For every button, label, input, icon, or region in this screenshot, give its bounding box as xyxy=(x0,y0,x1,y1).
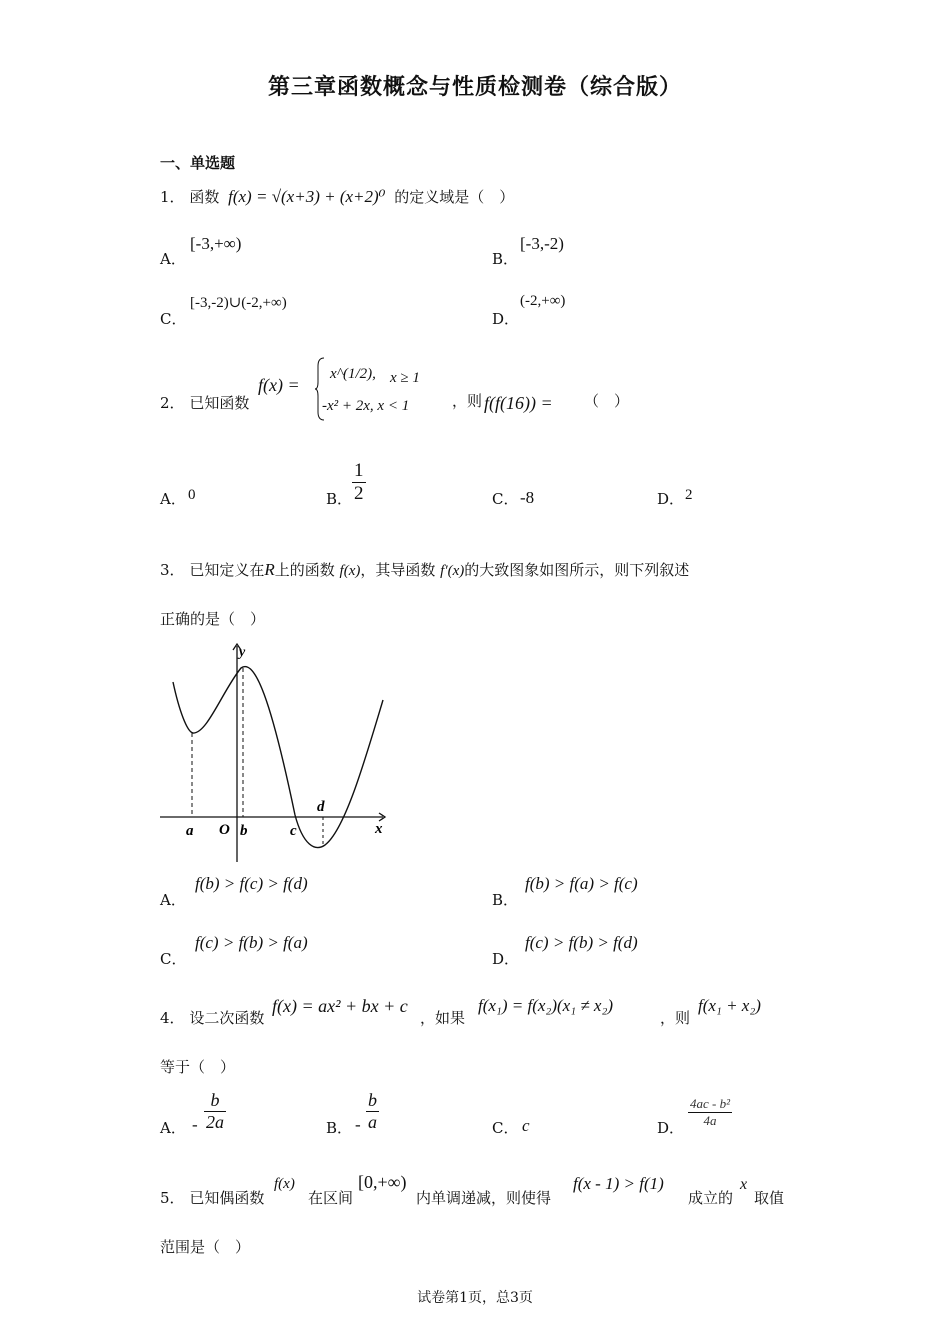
q4-option-a-label: A． xyxy=(160,1119,186,1137)
q1-option-c-text: [-3,-2)∪(-2,+∞) xyxy=(190,295,287,311)
q4-option-d-fraction xyxy=(688,1096,732,1129)
stem-text: ，则 xyxy=(660,1009,691,1027)
formula: f(x) xyxy=(339,563,361,579)
stem-text: （ ） xyxy=(584,392,630,410)
stem-text: 上的函数 xyxy=(274,561,335,579)
question-2-stem xyxy=(160,392,249,414)
stem-text: ，则 xyxy=(452,392,483,410)
formula: f(x) = √(x+3) + (x+2)⁰ xyxy=(228,187,386,206)
point-a-label: a xyxy=(186,823,194,839)
q1-option-a-text: [-3,+∞) xyxy=(190,234,242,253)
q2-option-d-label: D． xyxy=(657,490,685,508)
q3-option-d-text: f(c) > f(b) > f(d) xyxy=(525,933,638,952)
question-number: 5． xyxy=(160,1189,185,1207)
q1-option-c-label: C． xyxy=(160,310,187,328)
stem-text: 取值 xyxy=(754,1189,785,1207)
stem-text: 的定义域是（ ） xyxy=(394,188,515,206)
stem-text: 在区间 xyxy=(308,1189,354,1207)
q1-option-a-label: A． xyxy=(160,250,186,268)
formula: f(x₁) = f(x₂)(x₁ ≠ x₂) xyxy=(478,996,614,1015)
origin-label: O xyxy=(219,822,230,838)
stem-text: 已知函数 xyxy=(189,394,250,412)
piecewise-case1-cond: x ≥ 1 xyxy=(390,370,420,386)
q3-option-b-label: B． xyxy=(492,891,519,909)
stem-text: 成立的 xyxy=(688,1189,734,1207)
q2-option-d-text: 2 xyxy=(685,487,693,503)
formula: f(x - 1) > f(1) xyxy=(573,1174,664,1193)
question-1-stem xyxy=(160,186,514,208)
q2-option-a-label: A． xyxy=(160,490,186,508)
derivative-graph xyxy=(155,640,395,865)
point-d-label: d xyxy=(317,799,325,815)
question-number: 2． xyxy=(160,394,185,412)
q4-option-b-label: B． xyxy=(326,1119,353,1137)
stem-text: ，如果 xyxy=(420,1009,466,1027)
q4-option-c-label: C． xyxy=(492,1119,519,1137)
q4-option-c-text: c xyxy=(522,1116,530,1135)
q2-option-b-fraction xyxy=(352,460,366,505)
question-number: 1． xyxy=(160,188,185,206)
formula: f(f(16)) = xyxy=(484,393,553,413)
formula: f(x) = ax² + bx + c xyxy=(272,996,408,1016)
q1-option-d-text: (-2,+∞) xyxy=(520,293,566,309)
point-b-label: b xyxy=(240,823,248,839)
question-5-line2: 范围是（ ） xyxy=(160,1238,251,1256)
x-label: x xyxy=(375,821,383,837)
question-number: 4． xyxy=(160,1009,185,1027)
stem-text: 函数 xyxy=(189,188,220,206)
q2-option-b-label: B． xyxy=(326,490,353,508)
question-3-line2: 正确的是（ ） xyxy=(160,610,266,628)
point-c-label: c xyxy=(290,823,297,839)
stem-text: 的大致图象如图所示，则下列叙述 xyxy=(464,561,690,579)
stem-text: 内单调递减，则使得 xyxy=(416,1189,552,1207)
question-4-stem-start xyxy=(160,1007,264,1029)
q3-option-a-label: A． xyxy=(160,891,186,909)
q3-option-c-label: C． xyxy=(160,950,187,968)
piecewise-lhs: f(x) = xyxy=(258,375,300,395)
q4-option-b-fraction xyxy=(366,1090,379,1133)
q2-option-c-text: -8 xyxy=(520,488,535,507)
page-title: 第三章函数概念与性质检测卷（综合版） xyxy=(267,75,682,100)
q3-option-a-text: f(b) > f(c) > f(d) xyxy=(195,874,308,893)
q4-option-a-fraction xyxy=(204,1090,226,1133)
denominator: 2 xyxy=(354,483,364,504)
piecewise-case2: -x² + 2x, x < 1 xyxy=(322,398,410,414)
numerator: 4ac - b² xyxy=(690,1096,730,1111)
q1-option-d-label: D． xyxy=(492,310,520,328)
question-4-line2: 等于（ ） xyxy=(160,1058,236,1076)
section-heading: 一、单选题 xyxy=(160,154,236,172)
denominator: 4a xyxy=(703,1113,717,1128)
formula: f(x) xyxy=(274,1176,295,1192)
stem-text: 设二次函数 xyxy=(189,1009,265,1027)
page-footer: 试卷第1页，总3页 xyxy=(417,1290,533,1306)
q3-option-b-text: f(b) > f(a) > f(c) xyxy=(525,874,638,893)
numerator: 1 xyxy=(354,460,364,481)
minus-sign: - xyxy=(355,1115,361,1134)
y-label: y xyxy=(239,645,246,660)
formula: f′(x) xyxy=(440,563,465,579)
variable-r: R xyxy=(264,560,275,579)
question-5-stem-start xyxy=(160,1187,264,1209)
q3-option-c-text: f(c) > f(b) > f(a) xyxy=(195,933,308,952)
q4-option-d-label: D． xyxy=(657,1119,685,1137)
variable-x: x xyxy=(740,1176,748,1193)
question-number: 3． xyxy=(160,561,185,579)
q2-option-a-text: 0 xyxy=(188,487,196,503)
derivative-curve xyxy=(173,667,383,848)
piecewise-case1-expr: x^(1/2), xyxy=(330,366,376,382)
denominator: 2a xyxy=(206,1112,224,1132)
q2-option-c-label: C． xyxy=(492,490,519,508)
q1-option-b-label: B． xyxy=(492,250,519,268)
q3-option-d-label: D． xyxy=(492,950,520,968)
interval: [0,+∞) xyxy=(358,1172,407,1192)
denominator: a xyxy=(368,1112,377,1132)
formula: f(x₁ + x₂) xyxy=(698,996,761,1015)
stem-text: 已知定义在 xyxy=(189,561,265,579)
stem-text: 已知偶函数 xyxy=(189,1189,265,1207)
q1-option-b-text: [-3,-2) xyxy=(520,234,564,253)
numerator: b xyxy=(368,1090,377,1110)
minus-sign: - xyxy=(192,1115,198,1134)
stem-text: ，其导函数 xyxy=(360,561,436,579)
numerator: b xyxy=(204,1090,226,1112)
question-3-line1 xyxy=(160,559,689,582)
